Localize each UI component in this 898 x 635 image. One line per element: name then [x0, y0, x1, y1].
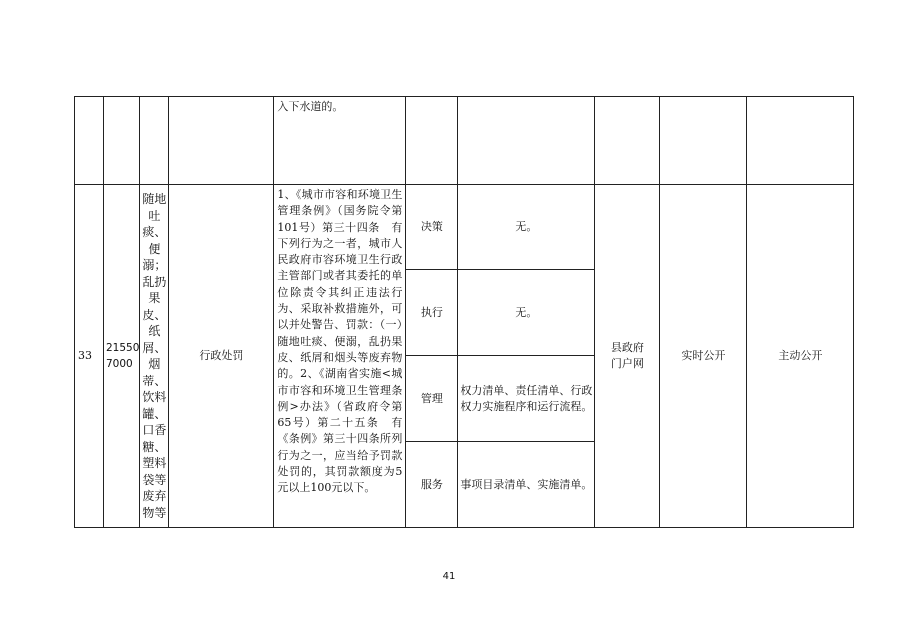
page-number: 41 [442, 571, 456, 582]
disclosure-channel: 县政府门户网 [595, 185, 660, 528]
stage-name: 决策 [406, 185, 458, 270]
basis-cell-continued: 入下水道的。 [274, 97, 406, 185]
stage-name: 管理 [406, 356, 458, 442]
table-row-continued [75, 97, 854, 185]
table-row [75, 185, 854, 270]
row-number: 33 [75, 185, 104, 528]
disclosure-timing: 实时公开 [660, 185, 747, 528]
stage-content: 无。 [458, 185, 595, 270]
legal-basis: 1、《城市市容和环境卫生管理条例》（国务院令第101号）第三十四条 有下列行为之一者，城市人民政府市容环境卫生行政主管部门或者其委托的单位除责令其纠正违法行为、采取补救措施外，可以并处警告、罚款：（一）随地吐痰、便溺，乱扔果皮、纸屑和烟头等废弃物的。2、《湖南省实施<城市市容和环境卫生管理条例>办法》（省政府令第65号）第二十五条 有《条例》第三十四条所列行为之一，应当给予罚款处罚的，其罚款额度为5元以上100元以下。 [274, 185, 406, 528]
stage-content: 权力清单、责任清单、行政权力实施程序和运行流程。 [458, 356, 595, 442]
disclosure-table [74, 96, 854, 528]
stage-name: 执行 [406, 270, 458, 356]
stage-content: 无。 [458, 270, 595, 356]
item-name: 随地吐痰、便溺；乱扔果皮、纸屑、烟蒂、饮料罐、口香糖、塑料袋等废弃物等 [140, 185, 169, 528]
stage-content: 事项目录清单、实施清单。 [458, 442, 595, 528]
item-code: 21550 7000 [104, 185, 140, 528]
disclosure-mode: 主动公开 [747, 185, 854, 528]
power-category: 行政处罚 [169, 185, 274, 528]
stage-name: 服务 [406, 442, 458, 528]
